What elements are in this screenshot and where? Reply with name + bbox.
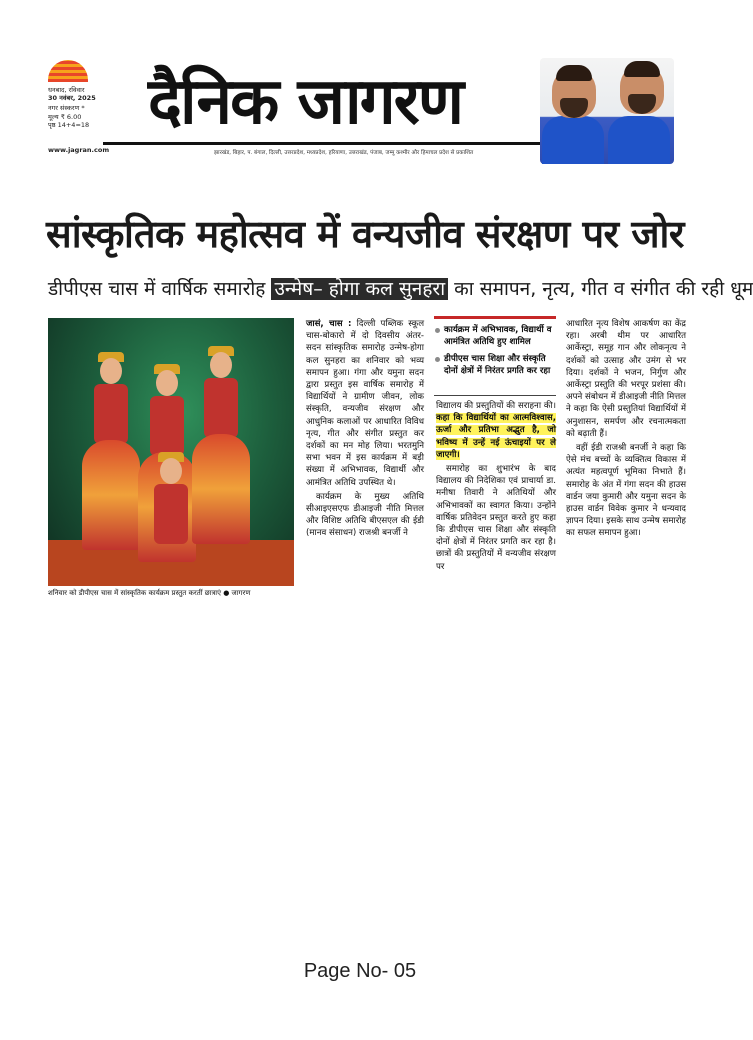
masthead-cricketers-image [540, 58, 674, 164]
article-headline: सांस्कृतिक महोत्सव में वन्यजीव संरक्षण पर जोर [46, 212, 684, 256]
dancer-figure [148, 458, 194, 578]
jersey-left [542, 116, 604, 164]
article-column-3 [566, 318, 686, 542]
player-face-left [552, 68, 596, 118]
photo-caption: शनिवार को डीपीएस चास में सांस्कृतिक कार्यक्रम प्रस्तुत करतीं छात्राएं ● जागरण [48, 589, 251, 597]
col3-paragraph-2: वहीं ईडी राजश्री बनर्जी ने कहा कि ऐसे मंच बच्चों के व्यक्तित्व विकास में अत्यंत महत्वपूर्ण भूमिका निभाते हैं। समारोह के अंत में गंगा सदन की हाउस वार्डन जया कुमारी और यमुना सदन के हाउस वार्डन विवेक कुमार ने धन्यवाद ज्ञापन दिया। इसके साथ उन्मेष समारोह का सफल समापन हुआ। [566, 443, 686, 539]
rising-sun-logo-icon [48, 60, 88, 82]
col1-paragraph-2: कार्यक्रम के मुख्य अतिथि सीआइएसएफ डीआइजी नीति मित्तल और विशिष्ट अतिथि बीएसएल की ईडी (मानव संसाधन) राजश्री बनर्जी ने [306, 491, 424, 539]
article-column-2 [436, 400, 556, 575]
dancer-figure [198, 352, 244, 542]
key-point-item: कार्यक्रम में अभिभावक, विद्यार्थी व आमंत्रित अतिथि हुए शामिल [434, 324, 556, 348]
newspaper-masthead [48, 58, 674, 166]
edition-place: धनबाद, रविवार [48, 86, 85, 94]
col1-paragraph-1: दिल्ली पब्लिक स्कूल चास-बोकारो में दो दिवसीय अंतर-सदन सांस्कृतिक समारोह उन्मेष-होगा कल सुनहरा का शनिवार को भव्य समापन हुआ। गंगा और यमुना सदन द्वारा प्रस्तुत इस वार्षिक समारोह में विद्यार्थियों ने ग्रामीण जीवन, लोक संस्कृति, वन्यजीव संरक्षण और आधुनिक कलाओं पर आधारित विविध नृत्य, गीत और संगीत प्रस्तुत कर दर्शकों का मन मोह लिया। भरतमुनि सभा भवन में इस कार्यक्रम में बड़ी संख्या में अभिभावक, विद्यार्थी और आमंत्रित अतिथि उपस्थित थे। [306, 319, 425, 488]
edition-label: नगर संस्करण * [48, 104, 85, 112]
subhead-text-start: डीपीएस चास में वार्षिक समारोह [48, 278, 272, 300]
subhead-highlight: उन्मेष– होगा कल सुनहरा [271, 278, 448, 300]
newspaper-title: दैनिक जागरण [148, 65, 463, 139]
dance-performance-photo [48, 318, 294, 586]
subhead-text-end: का समापन, नृत्य, गीत व संगीत की रही धूम [448, 278, 753, 300]
dateline: जासं, चास : [306, 319, 352, 329]
key-points-box [434, 316, 556, 396]
edition-pages: पृष्ठ 14+4=18 [48, 121, 90, 129]
page-number: Page No- 05 [303, 960, 417, 982]
jersey-right [608, 116, 670, 164]
key-point-item: डीपीएस चास शिक्षा और संस्कृति दोनों क्षेत्रों में निरंतर प्रगति कर रहा [434, 353, 556, 377]
masthead-divider [103, 142, 543, 145]
highlighted-quote: कहा कि विद्यार्थियों का आत्मविश्वास, ऊर्जा और प्रतिभा अद्भुत है, जो भविष्य में उन्हें नई ऊंचाइयों पर ले जाएगी। [436, 413, 556, 460]
dancer-figure [88, 358, 134, 548]
editions-line: झारखंड, बिहार, प. बंगाल, दिल्ली, उत्तरप्रदेश, मध्यप्रदेश, हरियाणा, उत्तराखंड, पंजाब, जम्मू कश्मीर और हिमाचल प्रदेश से प्रकाशित [214, 150, 474, 156]
edition-date: 30 नवंबर, 2025 [48, 94, 96, 102]
article-subhead [48, 276, 753, 302]
article-column-1 [306, 318, 424, 542]
website-url: www.jagran.com [48, 146, 110, 154]
player-face-right [620, 64, 664, 114]
col2-paragraph-1: विद्यालय की प्रस्तुतियों की सराहना की। [436, 401, 556, 411]
col3-paragraph-1: आधारित नृत्य विशेष आकर्षण का केंद्र रहा। अरबी थीम पर आधारित आर्केस्ट्रा, समूह गान और लोकनृत्य ने दर्शकों को उत्साह और उमंग से भर दिया। दर्शकों ने भजन, निर्गुण और आर्केस्ट्रा प्रस्तुति की भरपूर प्रशंसा की। अपने संबोधन में डीआइजी नीति मित्तल ने कहा कि ऐसी प्रस्तुतियां विद्यार्थियों में अनुशासन, समर्पण और रचनात्मकता को बढ़ाती हैं। [566, 319, 686, 439]
col2-paragraph-2: समारोह का शुभारंभ के बाद विद्यालय की निदेशिका एवं प्राचार्या डा. मनीषा तिवारी ने अतिथियों और अभिभावकों का स्वागत किया। उन्होंने वार्षिक प्रतिवेदन प्रस्तुत करते हुए कहा कि डीपीएस चास शिक्षा और संस्कृति दोनों क्षेत्रों में निरंतर प्रगति कर रहा है। छात्रों की प्रस्तुतियों में वन्यजीव संरक्षण पर [436, 464, 556, 572]
edition-price: मूल्य ₹ 6.00 [48, 113, 82, 121]
